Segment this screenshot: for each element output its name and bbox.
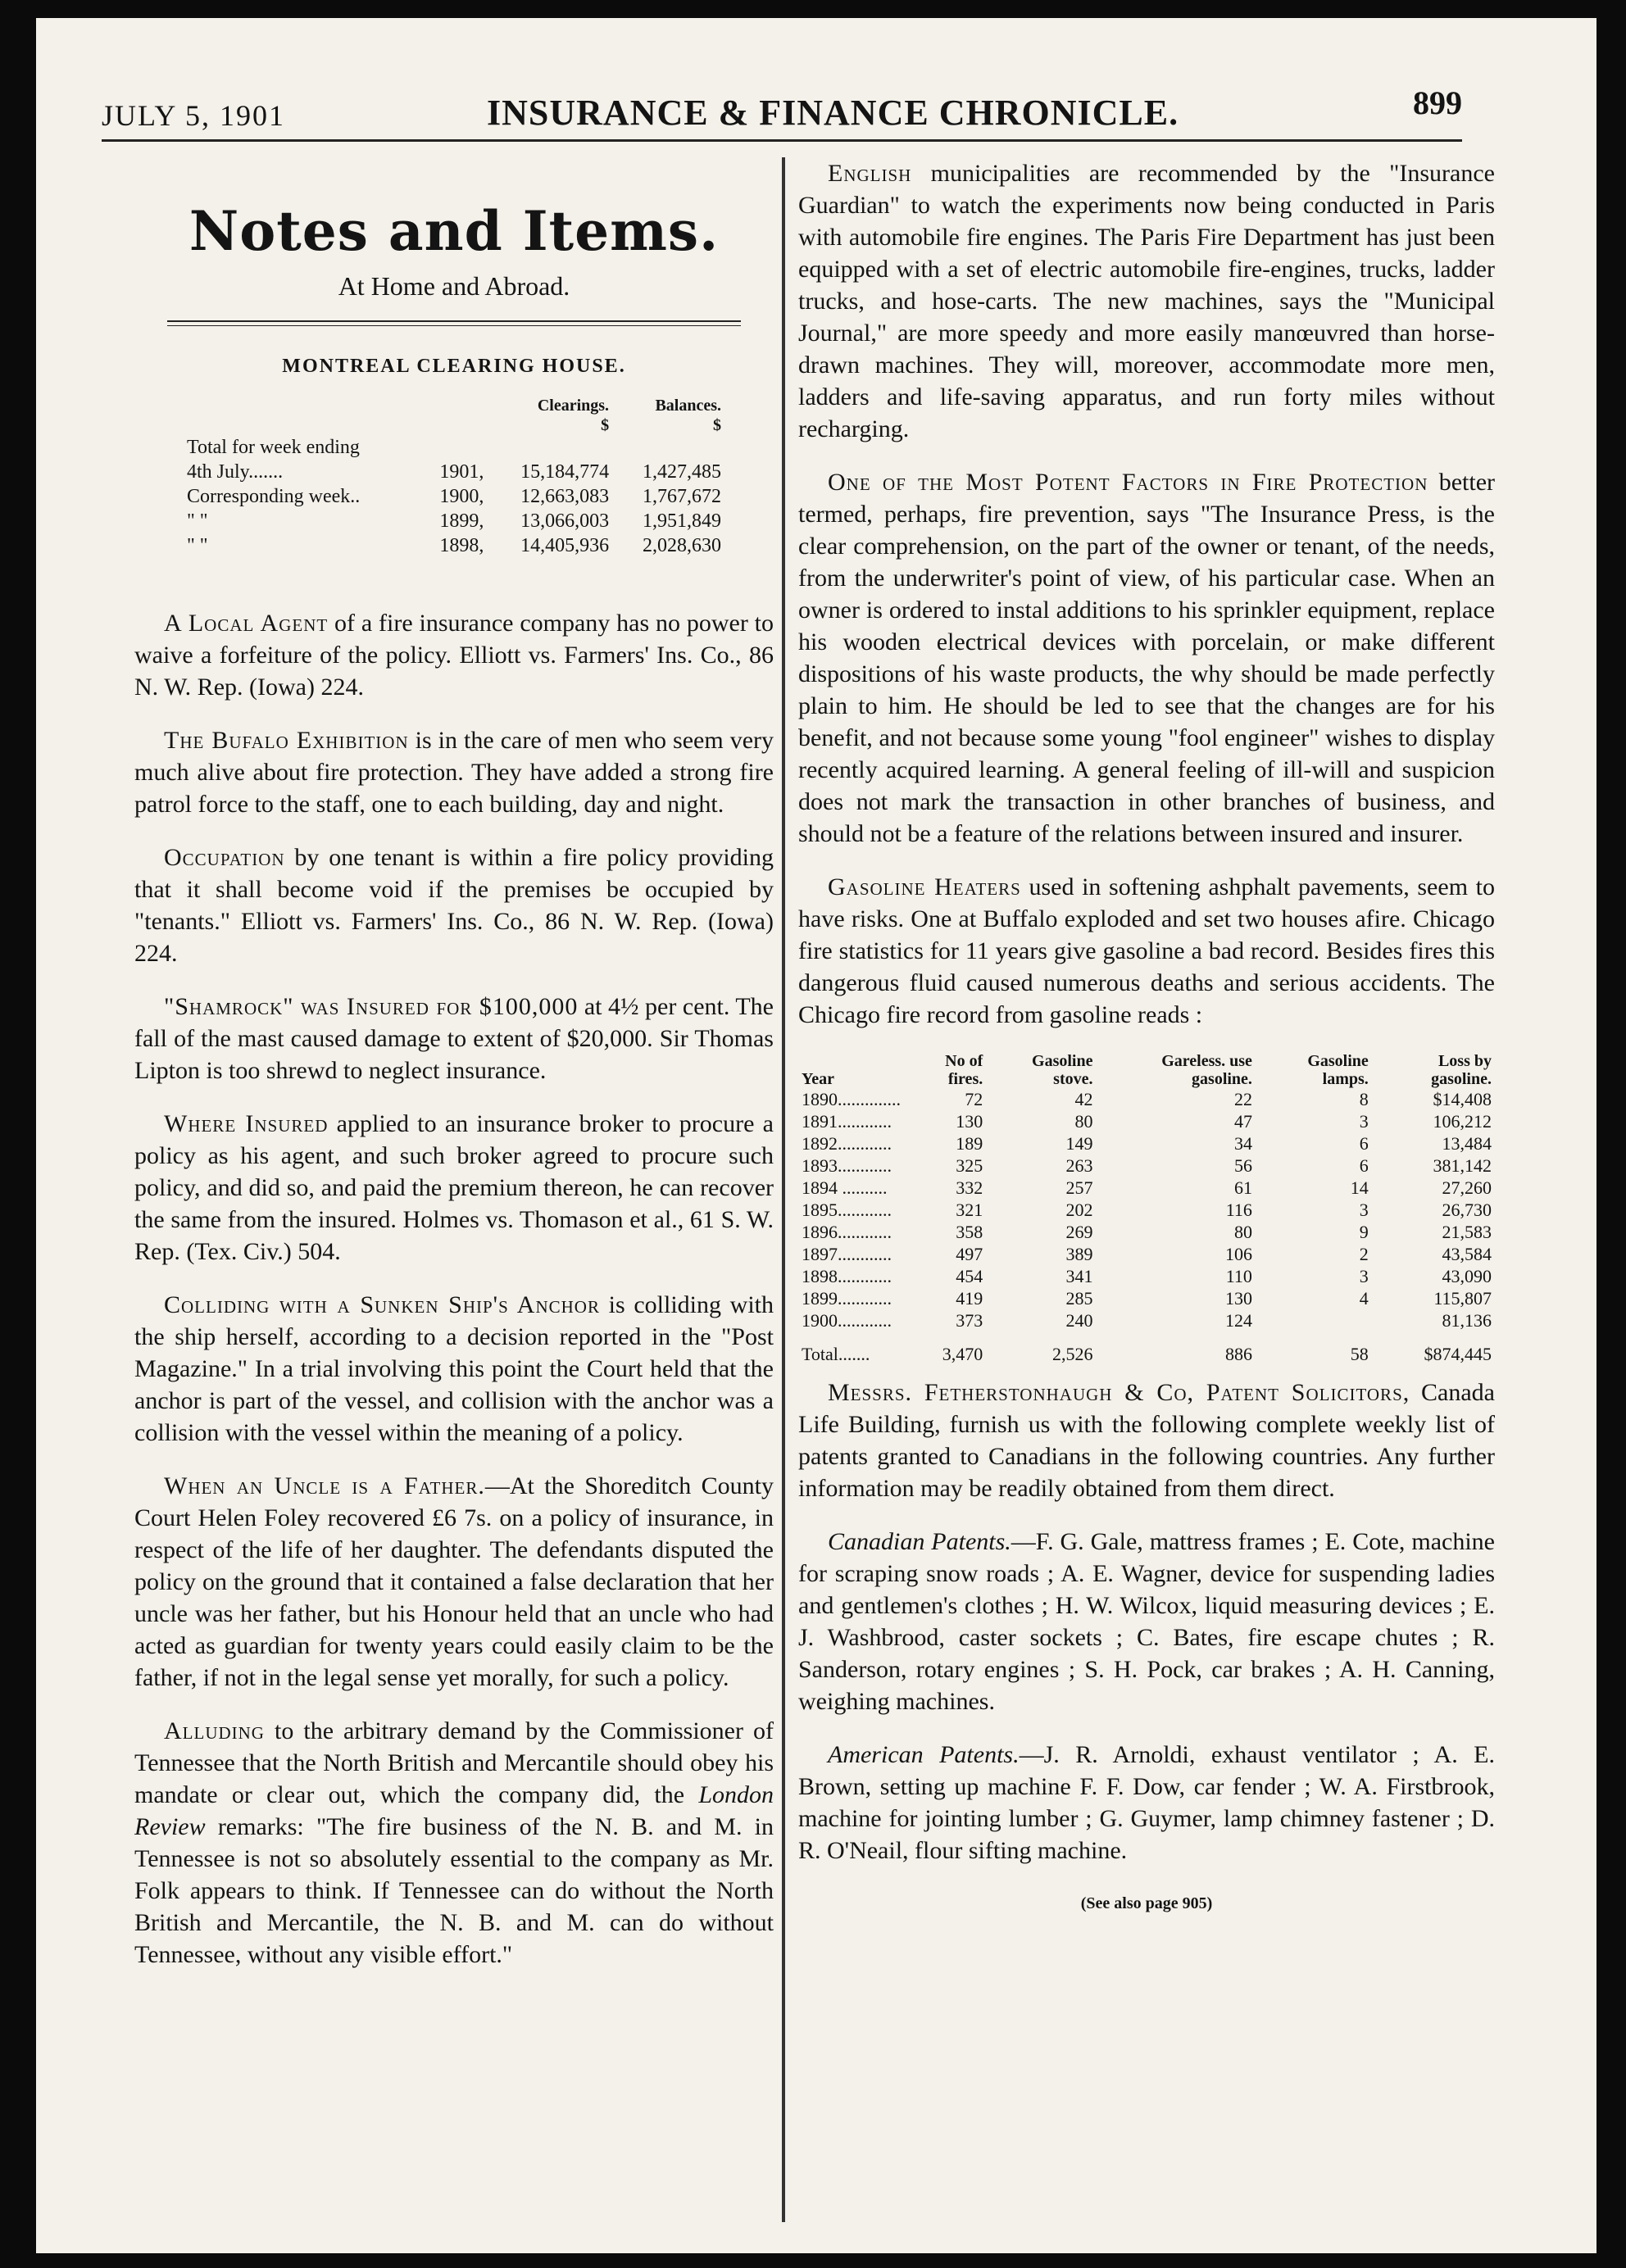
- table-cell: 72: [965, 1089, 983, 1109]
- table-cell: 110: [1225, 1266, 1252, 1286]
- table-row: [798, 1287, 1495, 1309]
- table-row: [184, 435, 724, 460]
- paragraph-lead: Messrs. Fetherstonhaugh & Co, Patent Solicitors,: [828, 1379, 1410, 1406]
- left-column: [134, 157, 774, 1992]
- table-cell: 332: [956, 1177, 983, 1198]
- column-header: Gasoline lamps.: [1307, 1052, 1369, 1088]
- row-clearings: 13,066,003: [520, 510, 610, 532]
- table-cell: 124: [1224, 1310, 1252, 1331]
- paragraph-text: at 4½ per cent. The fall of the mast caused damage to extent of $20,000. Sir Thomas Lipton is too shrewd to neglect insurance.: [134, 993, 774, 1084]
- column-unit: $: [601, 416, 610, 434]
- paragraph-text: to the arbitrary demand by the Commissioner of Tennessee that the North British and Mercantile should obey his mandate or clear out, which the company did, the: [134, 1717, 774, 1808]
- table-cell: 8: [1359, 1089, 1369, 1109]
- paragraph-text: used in softening ashphalt pavements, seem to have risks. One at Buffalo exploded and set two houses afire. Chicago fire statistics for 11 years give gasoline a bad record. Besides fires this dangerous fluid caused numerous deaths and serious accidents. The Chicago fire record from gasoline reads :: [798, 873, 1496, 1028]
- table-cell: 886: [1224, 1344, 1252, 1364]
- column-header: Clearings.: [537, 397, 610, 415]
- table-cell: 381,142: [1433, 1155, 1492, 1176]
- clearing-house-title: MONTREAL CLEARING HOUSE.: [282, 356, 626, 377]
- right-column: [798, 157, 1495, 1920]
- row-year: 1898,: [439, 535, 484, 556]
- table-cell: 4: [1359, 1288, 1369, 1309]
- table-cell: 1891............: [802, 1111, 892, 1132]
- table-cell: 80: [1233, 1222, 1252, 1242]
- row-balances: 1,951,849: [643, 510, 721, 532]
- row-year: 1900,: [439, 486, 484, 507]
- table-cell: 43,090: [1442, 1266, 1492, 1286]
- table-cell: Total.......: [802, 1344, 870, 1364]
- row-clearings: 14,405,936: [520, 535, 610, 556]
- paragraph-text: applied to an insurance broker to procure a policy as his agent, and such broker agreed to procure such policy, and did so, and paid the premium thereon, he can recover the same from the insured. Holmes vs. Thomason et al., 61 S. W. Rep. (Tex. Civ.) 504.: [134, 1110, 774, 1265]
- table-cell: 42: [1074, 1089, 1093, 1109]
- row-balances: 1,427,485: [643, 461, 721, 483]
- paragraph-lead: The Bufalo Exhibition: [164, 727, 409, 754]
- table-cell: 22: [1233, 1089, 1252, 1109]
- row-balances: 1,767,672: [643, 486, 721, 507]
- table-cell: 130: [1224, 1288, 1252, 1309]
- paragraph: [134, 724, 774, 820]
- table-cell: 14: [1350, 1177, 1369, 1198]
- paragraph-lead: English: [828, 160, 912, 187]
- table-cell: 2,526: [1051, 1344, 1093, 1364]
- table-cell: 1899............: [802, 1288, 892, 1309]
- table-cell: 6: [1359, 1133, 1369, 1154]
- table-cell: 497: [956, 1244, 983, 1264]
- table-cell: 454: [956, 1266, 983, 1286]
- table-cell: 341: [1065, 1266, 1093, 1286]
- paragraph-text: better termed, perhaps, fire prevention, says "The Insurance Press, is the clear comprehension, on the part of the owner or tenant, of the needs, from the underwriter's point of view, of his particular case. When an owner is ordered to instal additions to his sprinkler equipment, replace his wooden electrical devices with porcelain, or make different dispositions of his waste products, the why should be made perfectly plain to him. He should be led to see that the changes are for his benefit, and not because some young "fool engineer" wishes to display recently acquired learning. A general feeling of ill-will and suspicion does not mark the transaction in other branches of business, and should not be a feature of the relations between insured and insurer.: [798, 469, 1496, 847]
- table-cell: 27,260: [1442, 1177, 1492, 1198]
- row-label: 4th July.......: [187, 461, 284, 483]
- table-cell: 373: [956, 1310, 983, 1331]
- table-cell: 1897............: [802, 1244, 892, 1264]
- column-unit: $: [713, 416, 721, 434]
- row-label: Total for week ending: [187, 437, 360, 458]
- table-cell: 358: [956, 1222, 983, 1242]
- column-header: Gasoline stove.: [1032, 1052, 1093, 1088]
- paragraph-text: municipalities are recommended by the "Insurance Guardian" to watch the experiments now being conducted in Paris with automobile fire engines. The Paris Fire Department has just been equipped with a set of electric automobile fire-engines, trucks, ladder trucks, and hose-carts. The new machines, says the "Municipal Journal," are more speedy and more easily manœuvred than horse-drawn machines. They will, moreover, accommodate more men, ladders and life-saving apparatus, and run forty miles without recharging.: [798, 160, 1495, 442]
- column-header: Gareless. use gasoline.: [1161, 1052, 1252, 1088]
- table-cell: 1898............: [802, 1266, 892, 1286]
- paragraph-text: remarks: "The fire business of the N. B. and M. in Tennessee is not so absolutely essential to the company as Mr. Folk appears to think. If Tennessee can do without the North British and Mercantile, the N. B. and M. can do without Tennessee, without any visible effort.": [134, 1813, 774, 1968]
- paragraph-messrs: [798, 1377, 1495, 1504]
- paragraph: [798, 157, 1495, 445]
- column-divider: [782, 157, 785, 2222]
- see-also-note: (See also page 905): [1080, 1894, 1213, 1912]
- row-label: Corresponding week..: [187, 486, 361, 507]
- header-rule: [102, 139, 1462, 142]
- page-header: [102, 75, 1462, 141]
- paragraph-text: Canada Life Building, furnish us with the following complete weekly list of patents granted to Canadians in the following countries. Any further information may be readily obtained from them direct.: [798, 1379, 1495, 1502]
- table-cell: 34: [1233, 1133, 1252, 1154]
- table-cell: 240: [1065, 1310, 1093, 1331]
- table-cell: 285: [1065, 1288, 1093, 1309]
- row-year: [420, 435, 488, 460]
- paragraph-alluding: [134, 1715, 774, 1971]
- table-cell: 58: [1350, 1344, 1369, 1364]
- paragraph-lead: Canadian Patents.: [828, 1528, 1011, 1555]
- column-header: Loss by gasoline.: [1431, 1052, 1492, 1088]
- table-cell: 202: [1065, 1200, 1093, 1220]
- table-cell: 6: [1359, 1155, 1369, 1176]
- table-cell: 1892............: [802, 1133, 892, 1154]
- table-cell: 1893............: [802, 1155, 892, 1176]
- table-row: [798, 1199, 1495, 1221]
- table-cell: 115,807: [1433, 1288, 1492, 1309]
- table-cell: 1890..............: [802, 1089, 901, 1109]
- paragraph-canadian-patents: [798, 1526, 1495, 1717]
- table-cell: 106,212: [1433, 1111, 1492, 1132]
- table-cell: 325: [956, 1155, 983, 1176]
- column-header: Balances.: [655, 397, 721, 415]
- table-cell: 3: [1359, 1200, 1369, 1220]
- table-cell: 13,484: [1442, 1133, 1492, 1154]
- paragraph-text: —F. G. Gale, mattress frames ; E. Cote, machine for scraping snow roads ; A. E. Wagner, device for suspending ladies and gentlemen's clothes ; H. W. Wilcox, liquid measuring devices ; E. J. Washbrood, caster sockets ; C. Bates, fire escape chutes ; R. Sanderson, rotary engines ; S. H. Pock, car brakes ; A. H. Canning, weighing machines.: [798, 1528, 1495, 1715]
- paragraph: [134, 1289, 774, 1449]
- table-cell: 61: [1233, 1177, 1252, 1198]
- table-row: [184, 509, 724, 533]
- paragraph-text: is colliding with the ship herself, according to a decision reported in the "Post Magazine." In a trial involving this point the Court held that the anchor is part of the vessel, and collision with the anchor was a collision with the vessel within the meaning of a policy.: [134, 1291, 774, 1446]
- paragraph-lead: Occupation: [164, 844, 285, 871]
- table-cell: $874,445: [1424, 1344, 1492, 1364]
- row-clearings: 12,663,083: [520, 486, 610, 507]
- row-balances: [612, 435, 724, 460]
- paragraph-lead: American Patents.: [828, 1741, 1020, 1768]
- paragraph: [134, 991, 774, 1086]
- table-cell: 1895............: [802, 1200, 892, 1220]
- table-cell: 263: [1065, 1155, 1093, 1176]
- clearing-house-table: [184, 396, 724, 558]
- table-header-row: [798, 1052, 1495, 1088]
- table-cell: 9: [1359, 1222, 1369, 1242]
- table-row: [184, 484, 724, 509]
- paragraph-lead: A Local Agent: [164, 610, 329, 637]
- paragraph-text: —J. R. Arnoldi, exhaust ventilator ; A. E. Brown, setting up machine F. F. Dow, car fender ; W. A. Firstbrook, machine for jointing lumber ; G. Guymer, lamp chimney fastener ; D. R. O'Neail, flour sifting machine.: [798, 1741, 1495, 1864]
- table-cell: 106: [1224, 1244, 1252, 1264]
- table-cell: 149: [1065, 1133, 1093, 1154]
- table-cell: 269: [1065, 1222, 1093, 1242]
- issue-date: JULY 5, 1901: [102, 99, 286, 132]
- paragraph: [798, 466, 1495, 850]
- row-label: " ": [187, 510, 208, 532]
- table-cell: 419: [956, 1288, 983, 1309]
- table-cell: 116: [1225, 1200, 1252, 1220]
- table-row: [798, 1110, 1495, 1132]
- table-cell: 2: [1359, 1244, 1369, 1264]
- table-cell: 1894 ..........: [802, 1177, 888, 1198]
- table-cell: 257: [1065, 1177, 1093, 1198]
- table-cell: 130: [956, 1111, 983, 1132]
- table-cell: 3,470: [942, 1344, 983, 1364]
- row-clearings: [487, 435, 612, 460]
- table-cell: 1900............: [802, 1310, 892, 1331]
- paragraph-lead: Gasoline Heaters: [828, 873, 1021, 900]
- table-cell: 3: [1359, 1266, 1369, 1286]
- paragraph-lead: One of the Most Potent Factors in Fire Protection: [828, 469, 1428, 496]
- table-cell: [1256, 1309, 1372, 1331]
- table-cell: 80: [1074, 1111, 1093, 1132]
- table-row: [184, 533, 724, 558]
- page-number: 899: [1413, 84, 1462, 121]
- table-row: [798, 1221, 1495, 1243]
- table-cell: 81,136: [1442, 1310, 1492, 1331]
- section-title: Notes and Items.: [188, 199, 720, 263]
- paragraph-lead: Colliding with a Sunken Ship's Anchor: [164, 1291, 600, 1318]
- section-rule: [167, 320, 741, 326]
- table-row: [798, 1177, 1495, 1199]
- table-cell: 3: [1359, 1111, 1369, 1132]
- table-units-row: [184, 415, 724, 435]
- paragraph-lead: Alluding: [164, 1717, 265, 1744]
- newspaper-page: [36, 18, 1596, 2253]
- paragraph: [798, 871, 1495, 1031]
- table-row: [798, 1088, 1495, 1110]
- section-subtitle: At Home and Abroad.: [338, 271, 570, 301]
- table-row: [184, 460, 724, 484]
- paragraph-lead: "Shamrock" was Insured for $100,000: [164, 993, 579, 1020]
- row-label: " ": [187, 535, 208, 556]
- row-balances: 2,028,630: [643, 535, 721, 556]
- table-cell: 189: [956, 1133, 983, 1154]
- table-row: [798, 1243, 1495, 1265]
- paragraph: [134, 1470, 774, 1694]
- paragraph-lead: Where Insured: [164, 1110, 329, 1137]
- paragraph-text: is in the care of men who seem very much alive about fire protection. They have added a strong fire patrol force to the staff, one to each building, day and night.: [134, 727, 774, 818]
- table-cell: 26,730: [1442, 1200, 1492, 1220]
- table-cell: 47: [1233, 1111, 1252, 1132]
- table-cell: 389: [1065, 1244, 1093, 1264]
- paragraph: [134, 1108, 774, 1268]
- table-row: [798, 1154, 1495, 1177]
- column-header: Year: [802, 1070, 834, 1088]
- table-header-row: [184, 396, 724, 415]
- table-cell: 56: [1233, 1155, 1252, 1176]
- table-cell: 21,583: [1442, 1222, 1492, 1242]
- table-cell: $14,408: [1433, 1089, 1492, 1109]
- row-clearings: 15,184,774: [520, 461, 610, 483]
- gasoline-fire-table: [798, 1052, 1495, 1365]
- paragraph: [134, 607, 774, 703]
- table-row: [798, 1265, 1495, 1287]
- paragraph-text: by one tenant is within a fire policy providing that it shall become void if the premises be occupied by "tenants." Elliott vs. Farmers' Ins. Co., 86 N. W. Rep. (Iowa) 224.: [134, 844, 774, 967]
- paragraph-american-patents: [798, 1739, 1495, 1867]
- publication-title: INSURANCE & FINANCE CHRONICLE.: [487, 93, 1179, 133]
- table-row: [798, 1132, 1495, 1154]
- table-row: [798, 1309, 1495, 1331]
- row-year: 1899,: [439, 510, 484, 532]
- column-header: No of fires.: [945, 1052, 983, 1088]
- table-cell: 1896............: [802, 1222, 892, 1242]
- table-cell: 43,584: [1442, 1244, 1492, 1264]
- paragraph-text: of a fire insurance company has no power to waive a forfeiture of the policy. Elliott vs. Farmers' Ins. Co., 86 N. W. Rep. (Iowa) 224.: [134, 610, 774, 701]
- table-total-row: [798, 1331, 1495, 1365]
- publication-name: London Review: [134, 1781, 774, 1840]
- row-year: 1901,: [439, 461, 484, 483]
- table-cell: 321: [956, 1200, 983, 1220]
- paragraph-lead: When an Uncle is a Father.: [164, 1472, 485, 1499]
- paragraph-text: —At the Shoreditch County Court Helen Foley recovered £6 7s. on a policy of insurance, in respect of the life of her daughter. The defendants disputed the policy on the ground that it contained a false declaration that her uncle was her father, but his Honour held that an uncle who had acted as guardian for twenty years could easily claim to be the father, if not in the legal sense yet morally, for such a policy.: [134, 1472, 774, 1691]
- paragraph: [134, 841, 774, 969]
